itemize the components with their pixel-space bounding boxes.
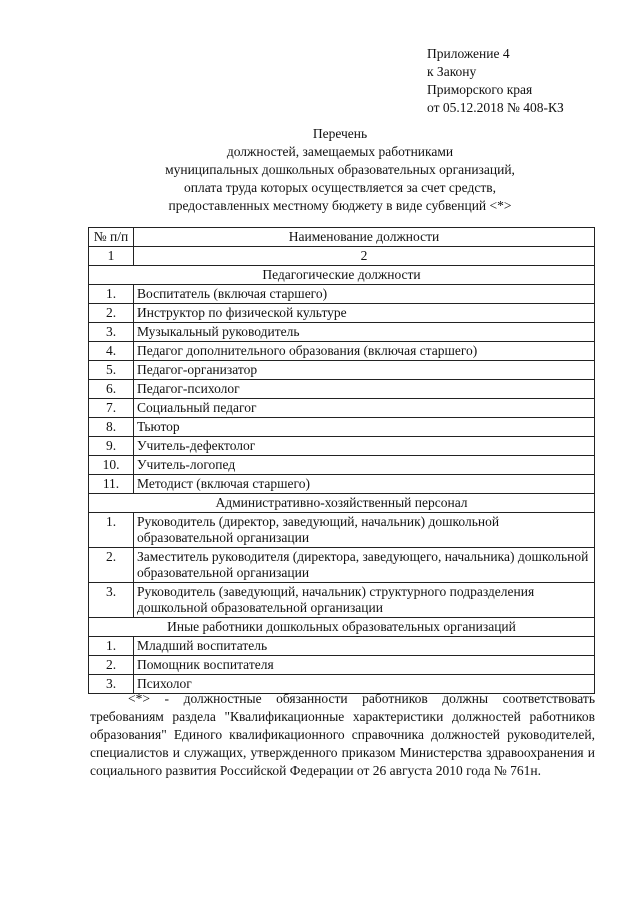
section-header-row [89,494,595,513]
column-index-name: 2 [134,247,595,266]
position-name: Заместитель руководителя (директора, заведующего, начальника) дошкольной образовательной организации [134,548,595,583]
position-name: Младший воспитатель [134,637,595,656]
column-header-number: № п/п [89,228,134,247]
table-row [89,513,595,548]
section-title: Педагогические должности [89,266,595,285]
row-number: 1. [89,637,134,656]
table-row [89,583,595,618]
position-name: Руководитель (заведующий, начальник) структурного подразделения дошкольной образовательной организации [134,583,595,618]
position-name: Тьютор [134,418,595,437]
position-name: Музыкальный руководитель [134,323,595,342]
table-row [89,380,595,399]
row-number: 10. [89,456,134,475]
table-row [89,342,595,361]
position-name: Методист (включая старшего) [134,475,595,494]
row-number: 3. [89,583,134,618]
title-line: муниципальных дошкольных образовательных организаций, [165,162,515,177]
table-row [89,437,595,456]
row-number: 8. [89,418,134,437]
table-row [89,361,595,380]
table-row [89,285,595,304]
footnote [90,690,595,780]
position-name: Психолог [134,675,595,694]
position-name: Педагог-психолог [134,380,595,399]
column-header-name: Наименование должности [134,228,595,247]
position-name: Руководитель (директор, заведующий, начальник) дошкольной образовательной организации [134,513,595,548]
row-number: 1. [89,513,134,548]
position-name: Инструктор по физической культуре [134,304,595,323]
position-name: Учитель-логопед [134,456,595,475]
table-row [89,304,595,323]
table-row [89,456,595,475]
title-line: должностей, замещаемых работниками [226,144,454,159]
column-index-number: 1 [89,247,134,266]
table-row [89,323,595,342]
position-name: Социальный педагог [134,399,595,418]
row-number: 3. [89,323,134,342]
positions-table [88,227,595,694]
row-number: 6. [89,380,134,399]
position-name: Педагог-организатор [134,361,595,380]
position-name: Помощник воспитателя [134,656,595,675]
table-row [89,418,595,437]
position-name: Учитель-дефектолог [134,437,595,456]
table-row [89,399,595,418]
section-header-row [89,266,595,285]
row-number: 2. [89,304,134,323]
appendix-line: Приморского края [427,82,533,97]
table-row [89,656,595,675]
section-header-row [89,618,595,637]
row-number: 4. [89,342,134,361]
row-number: 5. [89,361,134,380]
row-number: 9. [89,437,134,456]
table-row [89,548,595,583]
title-line: Перечень [312,126,368,141]
table-index-row [89,247,595,266]
title-line: предоставленных местному бюджету в виде субвенций <*> [168,198,512,213]
document-title [60,125,620,215]
title-line: оплата труда которых осуществляется за счет средств, [183,180,496,195]
table-row [89,475,595,494]
section-title: Административно-хозяйственный персонал [89,494,595,513]
position-name: Педагог дополнительного образования (включая старшего) [134,342,595,361]
row-number: 2. [89,548,134,583]
appendix-reference [427,45,564,117]
appendix-line: к Закону [427,64,477,79]
section-title: Иные работники дошкольных образовательных организаций [89,618,595,637]
row-number: 3. [89,675,134,694]
row-number: 11. [89,475,134,494]
footnote-text: <*> - должностные обязанности работников должны соответствовать требованиям раздела "Квалификационные характеристики должностей работников образования" Единого квалификационного справочника должностей руководителей, специалистов и служащих, утвержденного приказом Министерства здравоохранения и социального развития Российской Федерации от 26 августа 2010 года № 761н. [90,691,595,778]
row-number: 2. [89,656,134,675]
row-number: 7. [89,399,134,418]
table-header-row [89,228,595,247]
appendix-line: Приложение 4 [427,46,510,61]
position-name: Воспитатель (включая старшего) [134,285,595,304]
appendix-line: от 05.12.2018 № 408-КЗ [427,100,564,115]
table-row [89,637,595,656]
row-number: 1. [89,285,134,304]
